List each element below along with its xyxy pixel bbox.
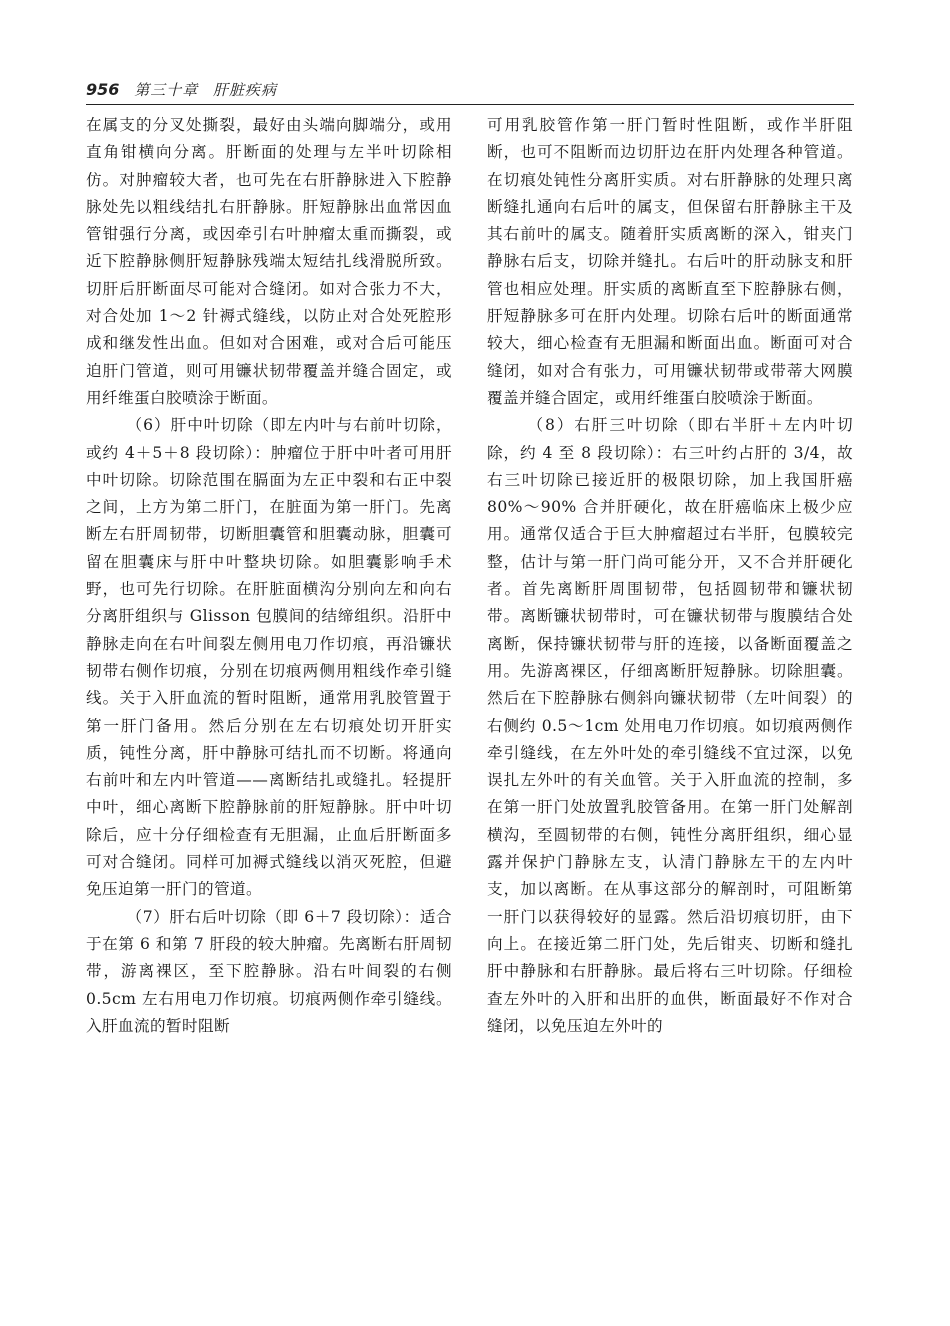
paragraph: （7）肝右后叶切除（即 6＋7 段切除）：适合于在第 6 和第 7 肝段的较大肿瘤。先离断右肝周韧带，游离裸区，至下腔静脉。沿右叶间裂的右侧 0.5cm 左右用电刀作切痕。切痕两侧作牵引缝线。入肝血流的暂时阻断 [86, 907, 452, 1035]
page-number: 956 [86, 80, 120, 99]
chapter-title: 肝脏疾病 [212, 81, 277, 99]
paragraph: 可用乳胶管作第一肝门暂时性阻断，或作半肝阻断，也可不阻断而边切肝边在肝内处理各种管道。在切痕处钝性分离肝实质。对右肝静脉的处理只离断缝扎通向右后叶的属支，但保留右肝静脉主干及其右前叶的属支。随着肝实质离断的深入，钳夹门静脉右后支，切除并缝扎。右后叶的肝动脉支和肝管也相应处理。肝实质的离断直至下腔静脉右侧，肝短静脉多可在肝内处理。切除右后叶的断面通常较大，细心检查有无胆漏和断面出血。断面可对合缝闭，如对合有张力，可用镰状韧带或带蒂大网膜覆盖并缝合固定，或用纤维蛋白胶喷涂于断面。 [487, 116, 853, 407]
right-column [487, 112, 853, 1040]
paragraph: 在属支的分叉处撕裂，最好由头端向脚端分，或用直角钳横向分离。肝断面的处理与左半叶切除相仿。对肿瘤较大者，也可先在右肝静脉进入下腔静脉处先以粗线结扎右肝静脉。肝短静脉出血常因血管钳强行分离，或因牵引右叶肿瘤太重而撕裂，或近下腔静脉侧肝短静脉残端太短结扎线滑脱所致。切肝后肝断面尽可能对合缝闭。如对合张力不大，对合处加 1～2 针褥式缝线，以防止对合处死腔形成和继发性出血。但如对合困难，或对合后可能压迫肝门管道，则可用镰状韧带覆盖并缝合固定，或用纤维蛋白胶喷涂于断面。 [86, 116, 452, 407]
running-header [86, 80, 854, 105]
left-column [86, 112, 452, 1040]
chapter-label: 第三十章 [134, 81, 199, 99]
paragraph: （6）肝中叶切除（即左内叶与右前叶切除，或约 4＋5＋8 段切除）：肿瘤位于肝中叶者可用肝中叶切除。切除范围在膈面为左正中裂和右正中裂之间，上方为第二肝门，在脏面为第一肝门。先离断左右肝周韧带，切断胆囊管和胆囊动脉，胆囊可留在胆囊床与肝中叶整块切除。如胆囊影响手术野，也可先行切除。在肝脏面横沟分别向左和向右分离肝组织与 Glisson 包膜间的结缔组织。沿肝中静脉走向在右叶间裂左侧用电刀作切痕，再沿镰状韧带右侧作切痕，分别在切痕两侧用粗线作牵引缝线。关于入肝血流的暂时阻断，通常用乳胶管置于第一肝门备用。然后分别在左右切痕处切开肝实质，钝性分离，肝中静脉可结扎而不切断。将通向右前叶和左内叶管道——离断结扎或缝扎。轻提肝中叶，细心离断下腔静脉前的肝短静脉。肝中叶切除后，应十分仔细检查有无胆漏，止血后肝断面多可对合缝闭。同样可加褥式缝线以消灭死腔，但避免压迫第一肝门的管道。 [86, 416, 452, 899]
paragraph: （8）右肝三叶切除（即右半肝＋左内叶切除，约 4 至 8 段切除）：右三叶约占肝的 3/4，故右三叶切除已接近肝的极限切除，加上我国肝癌 80%～90% 合并肝硬化，故在肝癌临床上极少应用。通常仅适合于巨大肿瘤超过右半肝，包膜较完整，估计与第一肝门尚可能分开，又不合并肝硬化者。首先离断肝周围韧带，包括圆韧带和镰状韧带。离断镰状韧带时，可在镰状韧带与腹膜结合处离断，保持镰状韧带与肝的连接，以备断面覆盖之用。先游离裸区，仔细离断肝短静脉。切除胆囊。然后在下腔静脉右侧斜向镰状韧带（左叶间裂）的右侧约 0.5～1cm 处用电刀作切痕。如切痕两侧作牵引缝线，在左外叶处的牵引缝线不宜过深，以免误扎左外叶的有关血管。关于入肝血流的控制，多在第一肝门处放置乳胶管备用。在第一肝门处解剖横沟，至圆韧带的右侧，钝性分离肝组织，细心显露并保护门静脉左支，认清门静脉左干的左内叶支，加以离断。在从事这部分的解剖时，可阻断第一肝门以获得较好的显露。然后沿切痕切肝，由下向上。在接近第二肝门处，先后钳夹、切断和缝扎肝中静脉和右肝静脉。最后将右三叶切除。仔细检查左外叶的入肝和出肝的血供，断面最好不作对合缝闭，以免压迫左外叶的 [487, 416, 853, 1035]
